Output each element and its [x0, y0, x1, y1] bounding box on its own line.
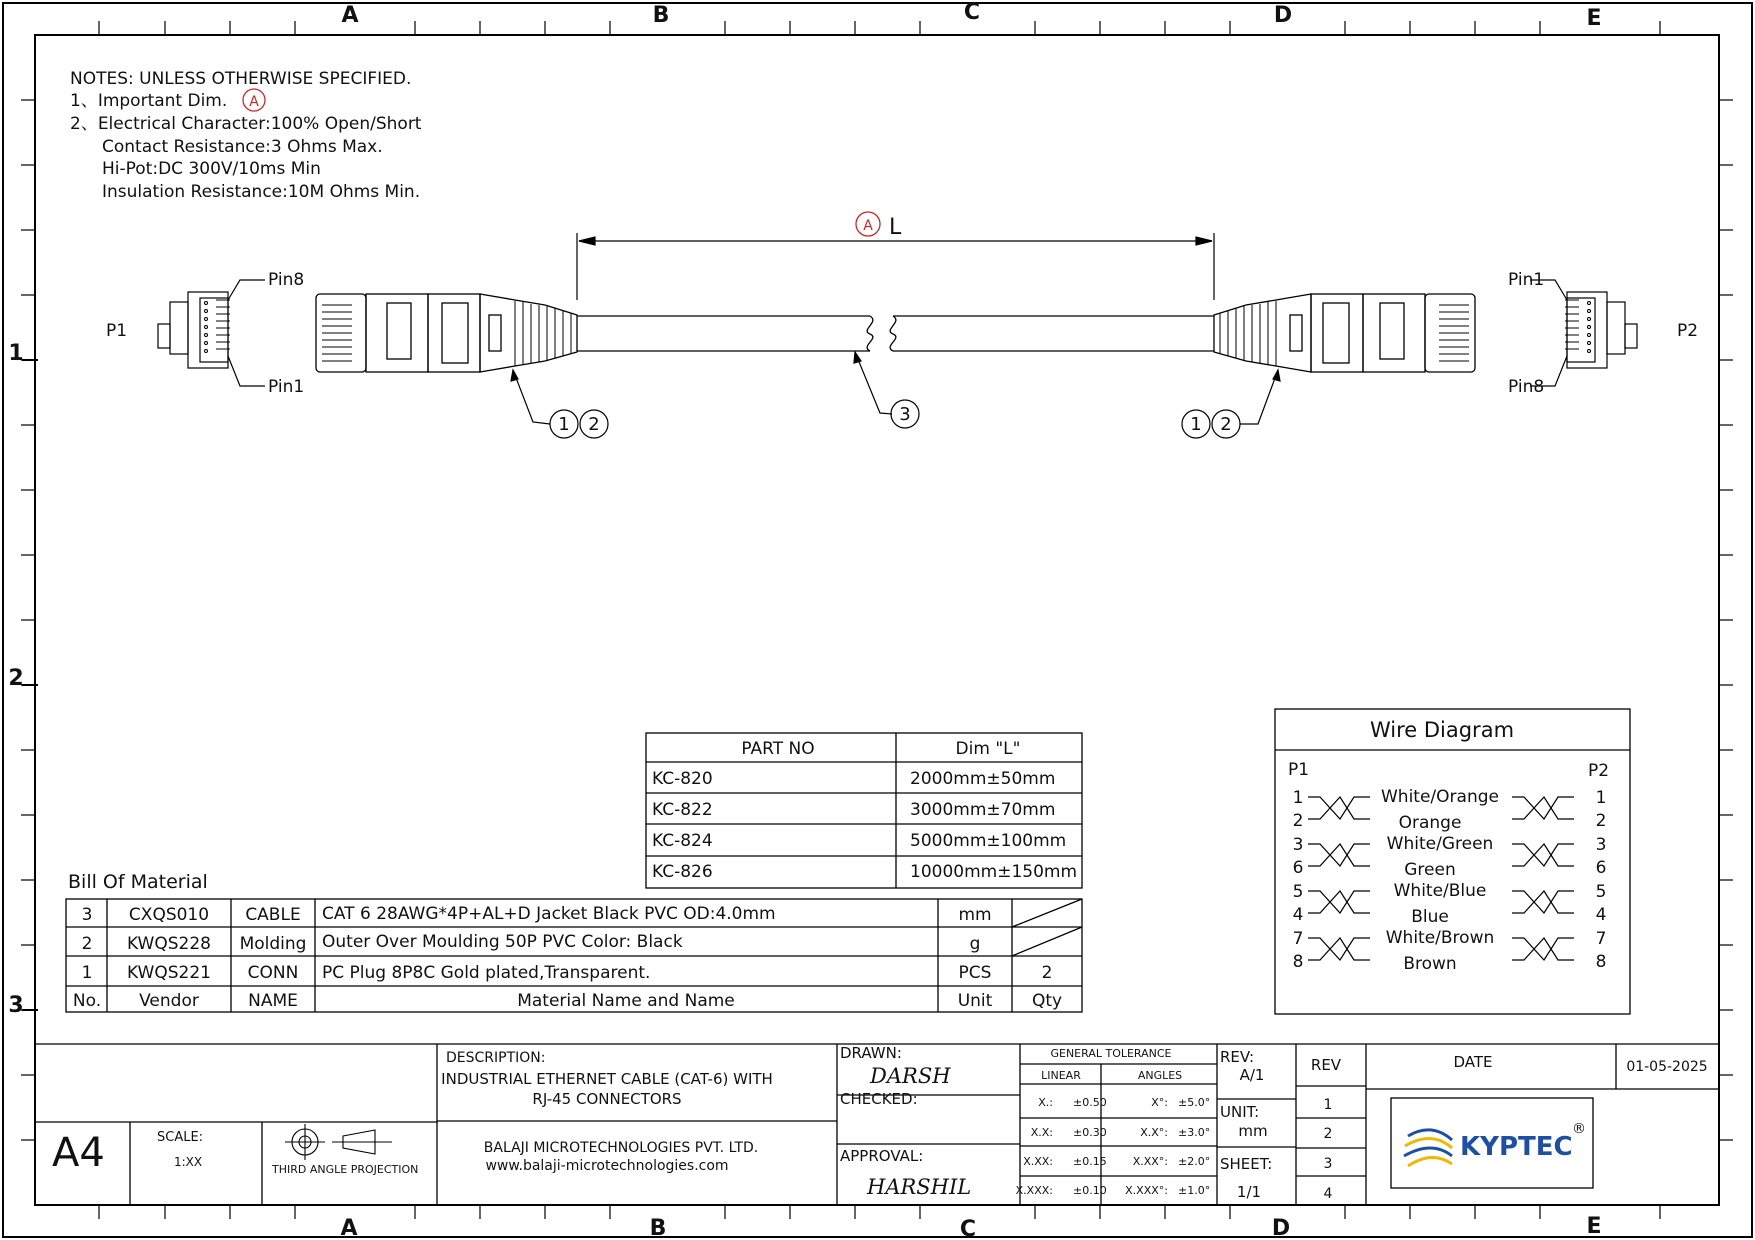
- zone-row: 1: [8, 341, 24, 366]
- part-no-cell: KC-826: [652, 862, 713, 882]
- bom-header: Unit: [957, 991, 993, 1011]
- rev-unit-sheet: [1220, 1048, 1708, 1202]
- logo-registered-mark: ®: [1572, 1121, 1586, 1137]
- wire-color-label: White/Orange: [1381, 787, 1499, 807]
- pin1-right-label: Pin1: [1508, 270, 1545, 290]
- balloon-2-right: 2: [1220, 414, 1232, 435]
- linear-key: X.:: [1038, 1096, 1053, 1109]
- wire-pin-left: 8: [1292, 952, 1304, 972]
- angle-value: ±1.0°: [1178, 1184, 1211, 1197]
- notes-line: Contact Resistance:3 Ohms Max.: [102, 137, 383, 157]
- linear-key: X.XXX:: [1015, 1184, 1053, 1197]
- balloon-numbers: [558, 404, 1231, 435]
- company-website: www.balaji-microtechnologies.com: [485, 1158, 729, 1174]
- bom-cell: 3: [81, 905, 93, 925]
- bom-text: [73, 904, 1062, 1011]
- drawn-label: DRAWN:: [840, 1044, 902, 1062]
- linear-key: X.XX:: [1023, 1155, 1053, 1168]
- logo-mark-icon: [1404, 1130, 1452, 1166]
- wire-pin-left: 7: [1292, 929, 1304, 949]
- rev-column-header: REV: [1310, 1056, 1342, 1074]
- wire-twist-right: [1512, 797, 1574, 819]
- wire-twist-right: [1512, 844, 1574, 866]
- pin8-left-label: Pin8: [268, 270, 305, 290]
- date-header: DATE: [1453, 1053, 1493, 1071]
- bom-cell: CXQS010: [128, 905, 210, 925]
- wire-twist-right: [1512, 797, 1574, 819]
- tolerance-title: GENERAL TOLERANCE: [1050, 1047, 1172, 1060]
- linear-value: ±0.50: [1073, 1096, 1107, 1109]
- wire-twist-left: [1308, 891, 1370, 913]
- logo-text: KYPTEC: [1460, 1132, 1573, 1162]
- third-angle-projection-icon: [285, 1124, 392, 1160]
- wire-pairs: [1293, 787, 1607, 974]
- zone-row: 2: [8, 666, 24, 691]
- bom-cell: Outer Over Moulding 50P PVC Color: Black: [322, 932, 683, 952]
- wire-twist-right: [1512, 844, 1574, 866]
- zone-col-top: D: [1273, 3, 1293, 28]
- rev-number: 4: [1323, 1186, 1333, 1202]
- scale-value: 1:XX: [174, 1155, 203, 1169]
- description-label: DESCRIPTION:: [446, 1050, 546, 1066]
- drawn-by: DARSH: [870, 1064, 951, 1088]
- bom-cell: mm: [958, 905, 992, 925]
- zone-col-bottom: D: [1271, 1216, 1291, 1240]
- wire-pin-right: 3: [1595, 835, 1607, 855]
- bom-header: NAME: [248, 991, 298, 1011]
- wire-pin-left: 3: [1292, 835, 1304, 855]
- part-no-cell: KC-822: [652, 800, 713, 820]
- approved-by: HARSHIL: [867, 1175, 972, 1199]
- zone-col-bottom: C: [959, 1217, 977, 1240]
- bom-cell: PC Plug 8P8C Gold plated,Transparent.: [322, 963, 651, 983]
- balloon-2-left: 2: [588, 414, 600, 435]
- dim-header: Dim "L": [955, 739, 1021, 759]
- description-line-2: RJ-45 CONNECTORS: [532, 1090, 682, 1108]
- connector-left: [316, 294, 577, 372]
- wire-color-label: White/Brown: [1385, 928, 1495, 948]
- unit-value: mm: [1238, 1122, 1268, 1140]
- zone-col-top: E: [1586, 6, 1602, 31]
- bom-cell: CAT 6 28AWG*4P+AL+D Jacket Black PVC OD:4.0mm: [322, 904, 776, 924]
- bom-cell: KWQS221: [127, 963, 211, 983]
- dim-cell: 2000mm±50mm: [910, 769, 1056, 789]
- balloon-1-left: 1: [558, 414, 570, 435]
- wire-pin-left: 1: [1292, 788, 1304, 808]
- part-table-text: [652, 739, 1077, 882]
- dim-cell: 5000mm±100mm: [910, 831, 1067, 851]
- balloon-1-right: 1: [1190, 414, 1202, 435]
- important-dim-marker-letter: A: [249, 94, 259, 110]
- dimension-l: [577, 233, 1214, 300]
- sheet-label: SHEET:: [1220, 1155, 1273, 1173]
- balloon-3: 3: [899, 404, 911, 425]
- zone-col-bottom: E: [1586, 1214, 1602, 1239]
- wire-twist-right: [1512, 938, 1574, 960]
- notes-line: Hi-Pot:DC 300V/10ms Min: [102, 159, 321, 179]
- wire-pin-right: 1: [1595, 788, 1607, 808]
- bom-header: Qty: [1031, 991, 1063, 1011]
- tolerance-block: [1016, 1047, 1211, 1197]
- bom-cell: Molding: [239, 934, 307, 954]
- wire-diagram-title: Wire Diagram: [1369, 718, 1515, 742]
- angle-key: X.XXX°:: [1125, 1184, 1168, 1197]
- wire-color-label: Green: [1404, 860, 1456, 880]
- wire-color-label: Orange: [1398, 813, 1462, 833]
- zone-col-bottom: A: [340, 1216, 358, 1240]
- wire-pin-left: 4: [1292, 905, 1304, 925]
- zone-col-top: A: [341, 3, 359, 28]
- notes-block: [70, 69, 422, 202]
- drawing-frame: [35, 35, 1719, 1205]
- zone-col-bottom: B: [649, 1216, 667, 1240]
- plug-p2-end-view: [1530, 280, 1637, 386]
- p1-label: P1: [106, 321, 128, 341]
- p2-label: P2: [1677, 321, 1699, 341]
- leaders: [511, 352, 1280, 424]
- wire-pin-left: 6: [1292, 858, 1304, 878]
- bom-cell: PCS: [958, 963, 992, 983]
- angles-label: ANGLES: [1137, 1069, 1183, 1082]
- date-value: 01-05-2025: [1626, 1059, 1708, 1075]
- rev-number: 3: [1323, 1156, 1333, 1172]
- pin1-left-label: Pin1: [268, 377, 305, 397]
- description-line-1: INDUSTRIAL ETHERNET CABLE (CAT-6) WITH: [441, 1070, 773, 1088]
- dim-marker-letter: A: [863, 218, 873, 234]
- angle-value: ±2.0°: [1178, 1155, 1211, 1168]
- angle-key: X.XX°:: [1132, 1155, 1168, 1168]
- wire-twist-left: [1308, 938, 1370, 960]
- unit-label: UNIT:: [1220, 1103, 1260, 1121]
- kyptec-logo: [1404, 1121, 1586, 1166]
- part-header: PART NO: [741, 739, 815, 759]
- wire-pin-right: 8: [1595, 952, 1607, 972]
- angle-value: ±3.0°: [1178, 1126, 1211, 1139]
- bom-cell: CONN: [247, 963, 299, 983]
- notes-item-1: 1、Important Dim.: [70, 91, 228, 111]
- wire-pin-right: 6: [1595, 858, 1607, 878]
- bom-header: Vendor: [139, 991, 199, 1011]
- wire-twist-right: [1512, 938, 1574, 960]
- pin8-right-label: Pin8: [1508, 377, 1545, 397]
- wire-twist-left: [1308, 844, 1370, 866]
- wire-p2-label: P2: [1588, 761, 1610, 781]
- notes-line: Insulation Resistance:10M Ohms Min.: [102, 182, 421, 202]
- zone-col-top: C: [963, 0, 981, 25]
- part-no-cell: KC-824: [652, 831, 713, 851]
- angle-key: X°:: [1151, 1096, 1168, 1109]
- wire-pin-right: 7: [1595, 929, 1607, 949]
- bom-cell: 2: [1041, 963, 1053, 983]
- sheet-value: 1/1: [1236, 1183, 1262, 1201]
- bom-cell: g: [969, 934, 981, 954]
- wire-twist-left: [1308, 797, 1370, 819]
- wire-color-label: Blue: [1411, 907, 1449, 927]
- linear-value: ±0.10: [1073, 1184, 1107, 1197]
- bom-title: Bill Of Material: [68, 871, 208, 893]
- wire-color-label: Brown: [1403, 954, 1457, 974]
- wire-pin-right: 4: [1595, 905, 1607, 925]
- dim-l-label: L: [889, 215, 902, 240]
- bom-header: No.: [72, 991, 102, 1011]
- plug-p1-end-view: [158, 280, 265, 386]
- wire-color-label: White/Green: [1386, 834, 1494, 854]
- linear-value: ±0.30: [1073, 1126, 1107, 1139]
- wire-twist-left: [1308, 797, 1370, 819]
- wire-pin-left: 2: [1292, 811, 1304, 831]
- company-name: BALAJI MICROTECHNOLOGIES PVT. LTD.: [483, 1140, 759, 1156]
- rev-number: 1: [1323, 1097, 1333, 1113]
- part-no-cell: KC-820: [652, 769, 713, 789]
- bom-cell: 1: [81, 963, 93, 983]
- scale-label: SCALE:: [157, 1130, 204, 1145]
- linear-key: X.X:: [1030, 1126, 1053, 1139]
- connector-right: [1214, 294, 1475, 372]
- dim-cell: 3000mm±70mm: [910, 800, 1056, 820]
- bom-header: Material Name and Name: [517, 991, 735, 1011]
- checked-label: CHECKED:: [840, 1090, 918, 1108]
- balloons: [550, 400, 1240, 438]
- notes-title: NOTES: UNLESS OTHERWISE SPECIFIED.: [70, 69, 412, 89]
- zone-col-top: B: [652, 3, 670, 28]
- rev-number: 2: [1323, 1126, 1333, 1142]
- linear-label: LINEAR: [1041, 1069, 1081, 1082]
- wire-twist-left: [1308, 938, 1370, 960]
- linear-value: ±0.15: [1073, 1155, 1107, 1168]
- zone-row: 3: [8, 993, 24, 1018]
- approval-label: APPROVAL:: [840, 1147, 924, 1165]
- rev-value: A/1: [1239, 1066, 1265, 1084]
- angle-key: X.X°:: [1140, 1126, 1168, 1139]
- wire-pin-right: 2: [1595, 811, 1607, 831]
- notes-item-2: 2、Electrical Character:100% Open/Short: [70, 114, 422, 134]
- angle-value: ±5.0°: [1178, 1096, 1211, 1109]
- dim-cell: 10000mm±150mm: [910, 862, 1078, 882]
- wire-twist-left: [1308, 891, 1370, 913]
- bom-cell: 2: [81, 934, 93, 954]
- wire-pin-right: 5: [1595, 882, 1607, 902]
- cable-body: [577, 316, 1214, 351]
- wire-twist-left: [1308, 844, 1370, 866]
- bom-cell: CABLE: [245, 905, 301, 925]
- wire-twist-right: [1512, 891, 1574, 913]
- wire-twist-right: [1512, 891, 1574, 913]
- rev-label: REV:: [1220, 1048, 1254, 1066]
- sheet-size: A4: [52, 1130, 105, 1176]
- projection-label: THIRD ANGLE PROJECTION: [272, 1163, 419, 1176]
- bom-cell: KWQS228: [127, 934, 211, 954]
- wire-pin-left: 5: [1292, 882, 1304, 902]
- wire-color-label: White/Blue: [1393, 881, 1487, 901]
- wire-p1-label: P1: [1288, 760, 1310, 780]
